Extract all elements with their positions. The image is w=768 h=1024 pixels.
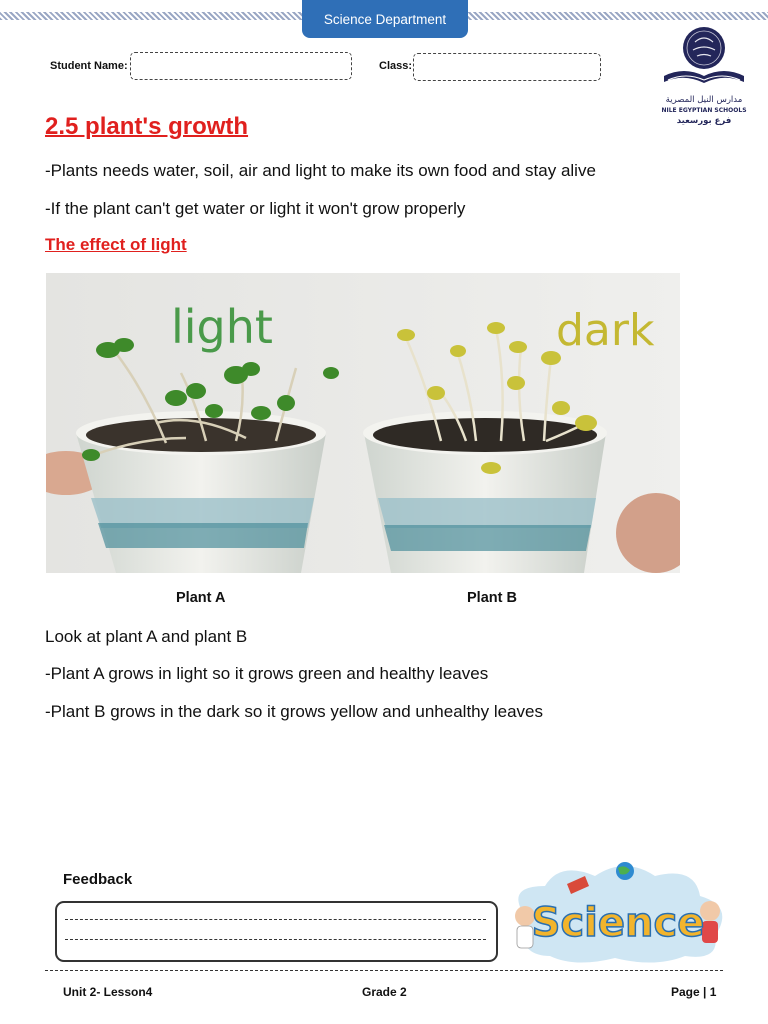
class-field[interactable] [413,53,601,81]
science-illustration [505,856,731,968]
student-name-label: Student Name: [50,60,128,72]
photo-label-light: light [171,300,273,354]
intro-line-1: -Plants needs water, soil, air and light to make its own food and stay alive [45,161,596,180]
photo-label-dark: dark [556,305,655,356]
caption-plant-b: Plant B [467,590,517,606]
feedback-writing-line [65,919,486,920]
observation-line-1: Look at plant A and plant B [45,627,248,646]
logo-arabic-name: مدارس النيل المصرية [665,95,743,105]
plants-photo [46,273,680,573]
student-name-field[interactable] [130,52,352,80]
footer-divider [45,970,723,971]
feedback-label: Feedback [63,871,133,888]
footer-page-number: Page | 1 [671,985,717,999]
department-label: Science Department [323,11,447,27]
feedback-field[interactable] [55,901,498,962]
lesson-title: 2.5 plant's growth [45,113,249,140]
footer-grade: Grade 2 [362,985,407,999]
feedback-writing-line [65,939,486,940]
department-tab [302,0,468,38]
school-logo [658,26,750,132]
logo-english-name: NILE EGYPTIAN SCHOOLS [661,107,747,114]
intro-line-2: -If the plant can't get water or light it won't grow properly [45,199,466,218]
observation-line-3: -Plant B grows in the dark so it grows yellow and unhealthy leaves [45,702,543,721]
observation-line-2: -Plant A grows in light so it grows green and healthy leaves [45,664,489,683]
logo-branch: فرع بورسعيد [676,116,732,126]
science-art-text: Science [531,900,705,946]
caption-plant-a: Plant A [176,590,226,606]
subheading: The effect of light [45,235,187,254]
footer-unit: Unit 2- Lesson4 [63,985,153,999]
class-label: Class: [379,60,413,72]
